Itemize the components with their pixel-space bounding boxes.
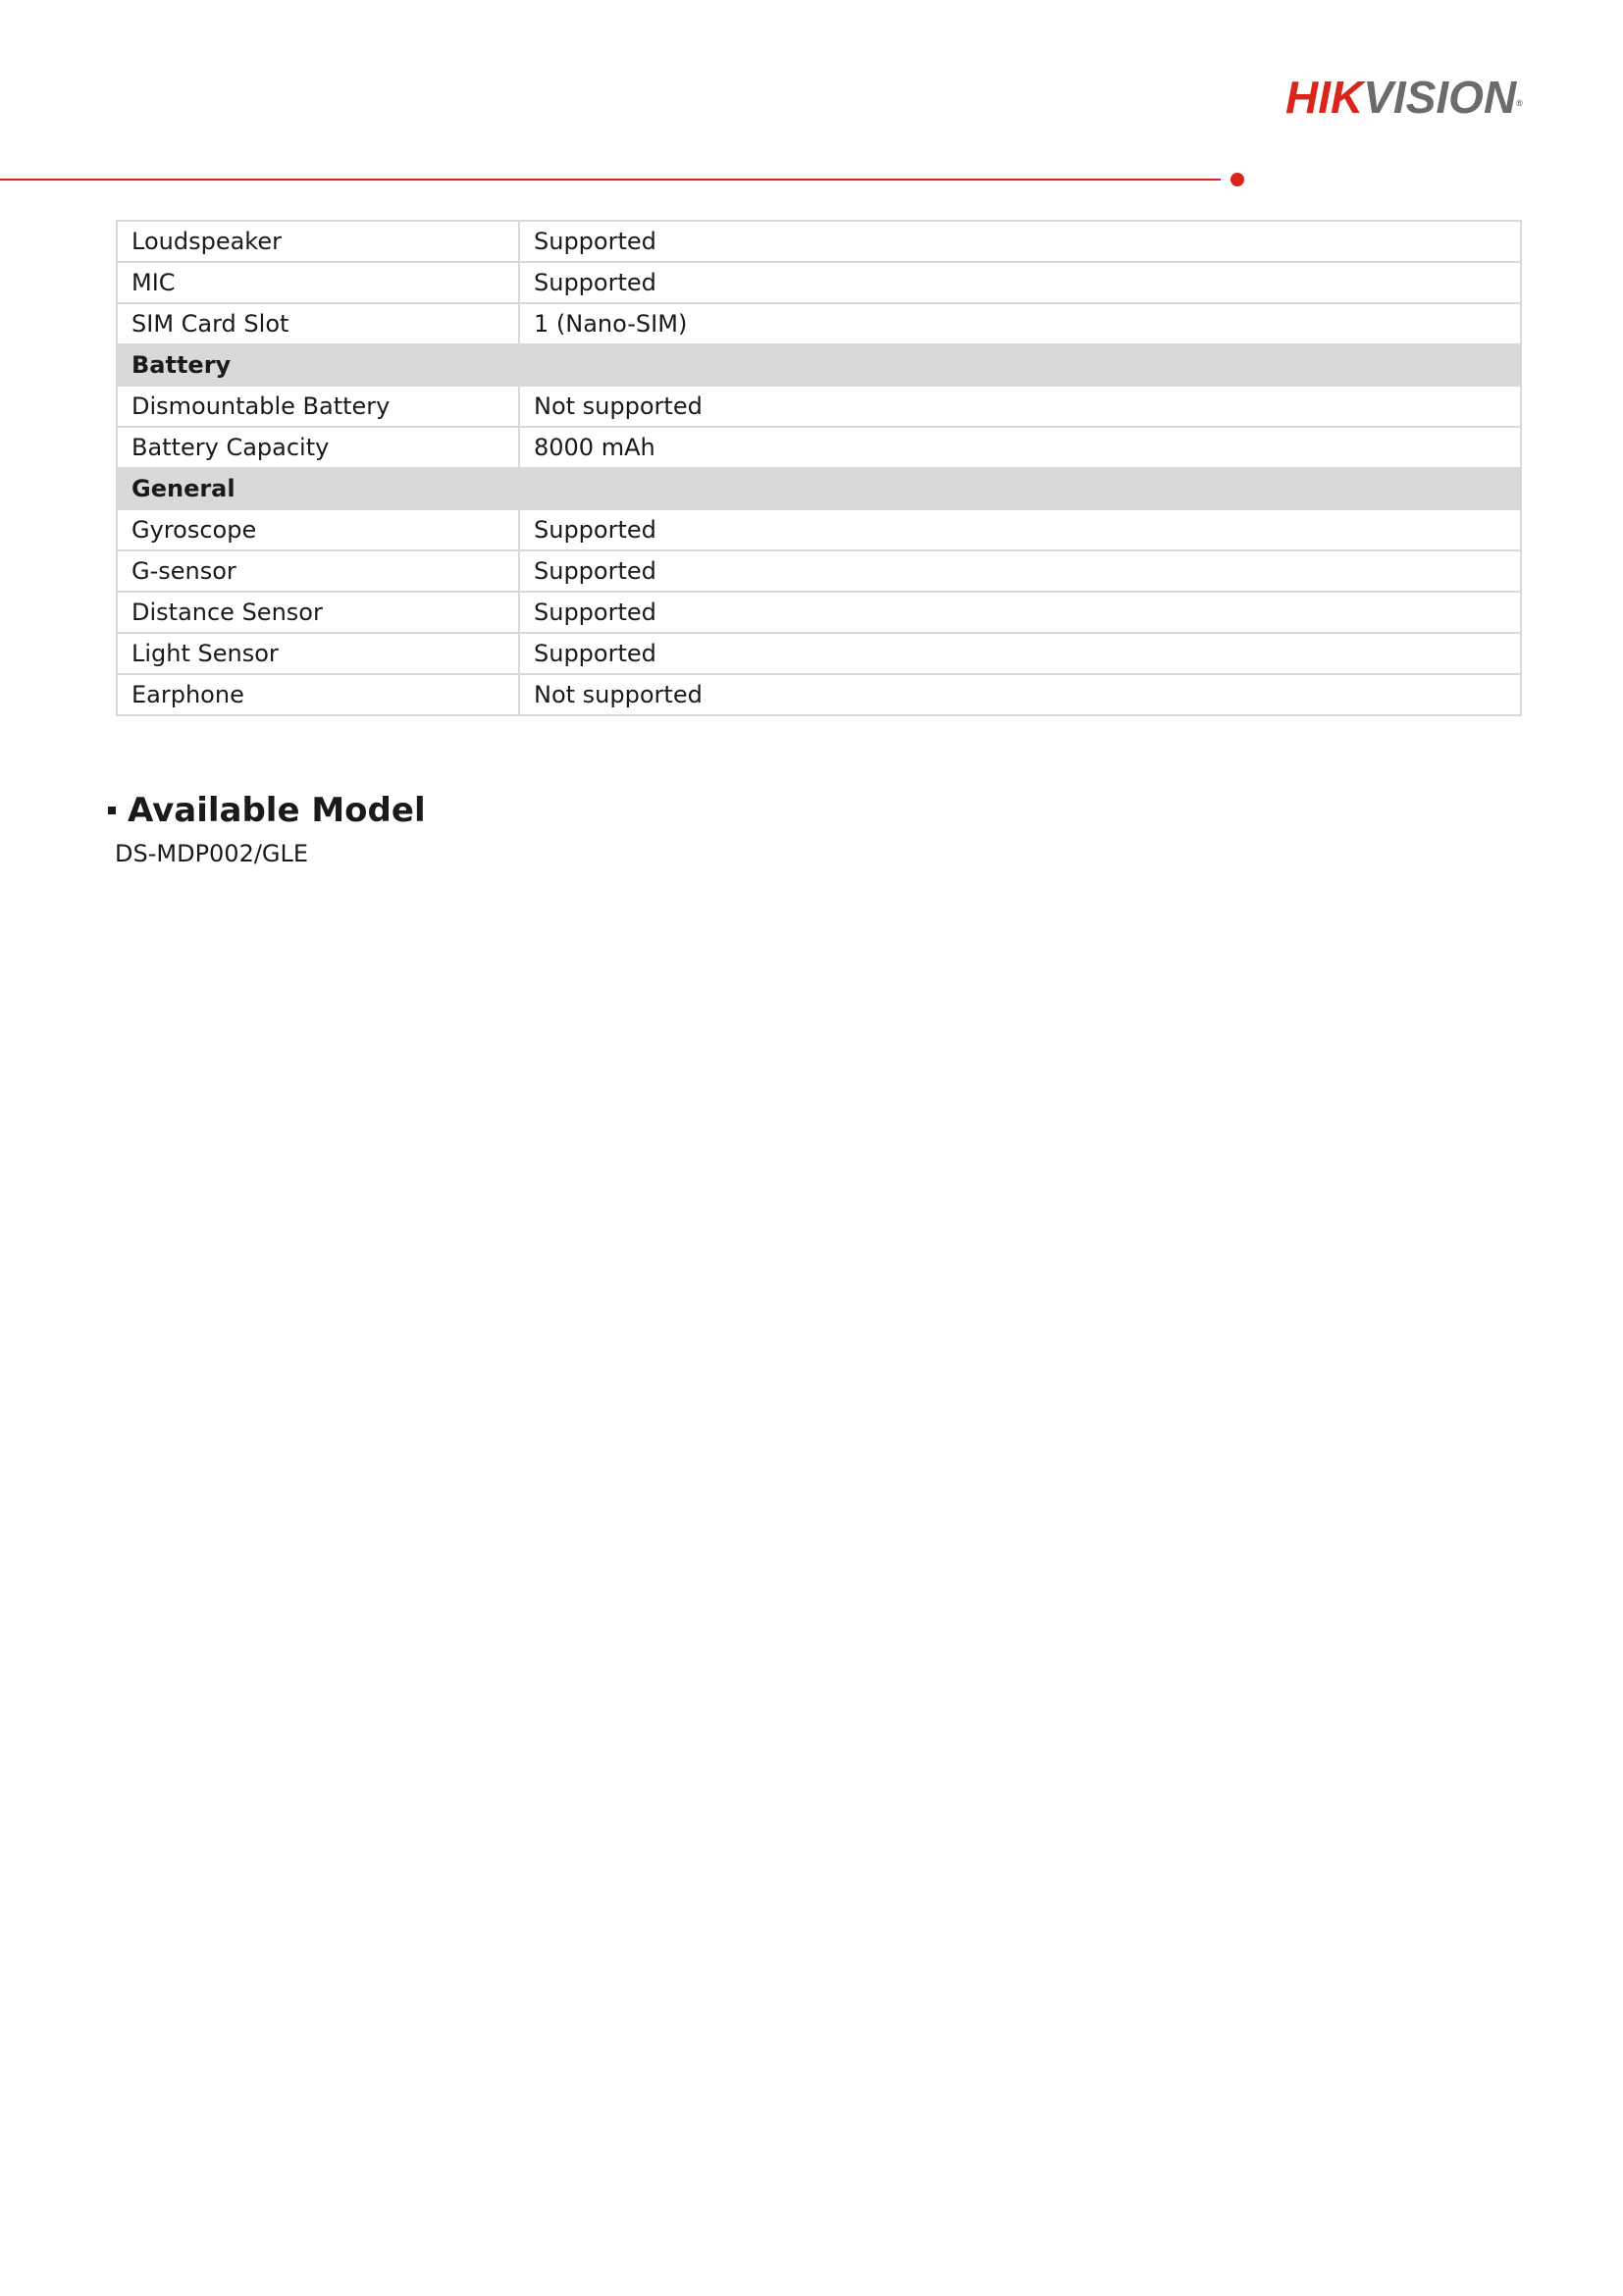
spec-key: Battery Capacity	[117, 427, 519, 468]
spec-value: Supported	[519, 221, 1521, 262]
registered-mark: ®	[1516, 98, 1523, 108]
section-label: Battery	[117, 344, 1521, 386]
available-model-heading	[108, 791, 426, 830]
table-row	[117, 386, 1521, 427]
spec-value: 1 (Nano-SIM)	[519, 303, 1521, 344]
table-row	[117, 509, 1521, 550]
spec-key: Loudspeaker	[117, 221, 519, 262]
table-row	[117, 550, 1521, 592]
model-name: DS-MDP002/GLE	[115, 840, 309, 867]
table-row	[117, 633, 1521, 674]
spec-key: G-sensor	[117, 550, 519, 592]
header-divider-line	[0, 179, 1221, 181]
logo-hik-text: HIK	[1285, 72, 1364, 123]
spec-key: Light Sensor	[117, 633, 519, 674]
spec-value: Supported	[519, 262, 1521, 303]
table-row	[117, 674, 1521, 715]
table-row	[117, 262, 1521, 303]
hikvision-logo	[1285, 73, 1562, 122]
table-row	[117, 427, 1521, 468]
table-section-row	[117, 344, 1521, 386]
spec-key: Earphone	[117, 674, 519, 715]
available-model-heading-text: Available Model	[128, 791, 426, 830]
header-divider-dot	[1230, 173, 1244, 186]
spec-value: 8000 mAh	[519, 427, 1521, 468]
table-section-row	[117, 468, 1521, 509]
bullet-square-icon	[108, 807, 116, 814]
logo-wordmark	[1285, 73, 1562, 122]
spec-value: Supported	[519, 550, 1521, 592]
spec-value: Supported	[519, 592, 1521, 633]
table-row	[117, 221, 1521, 262]
table-row	[117, 592, 1521, 633]
spec-value: Supported	[519, 509, 1521, 550]
spec-value: Not supported	[519, 674, 1521, 715]
logo-vision-text: VISION	[1363, 72, 1517, 123]
spec-key: Distance Sensor	[117, 592, 519, 633]
spec-key: MIC	[117, 262, 519, 303]
spec-value: Supported	[519, 633, 1521, 674]
spec-table-body	[117, 221, 1521, 715]
spec-key: Dismountable Battery	[117, 386, 519, 427]
spec-key: Gyroscope	[117, 509, 519, 550]
spec-key: SIM Card Slot	[117, 303, 519, 344]
spec-value: Not supported	[519, 386, 1521, 427]
section-label: General	[117, 468, 1521, 509]
table-row	[117, 303, 1521, 344]
spec-table	[116, 220, 1522, 716]
